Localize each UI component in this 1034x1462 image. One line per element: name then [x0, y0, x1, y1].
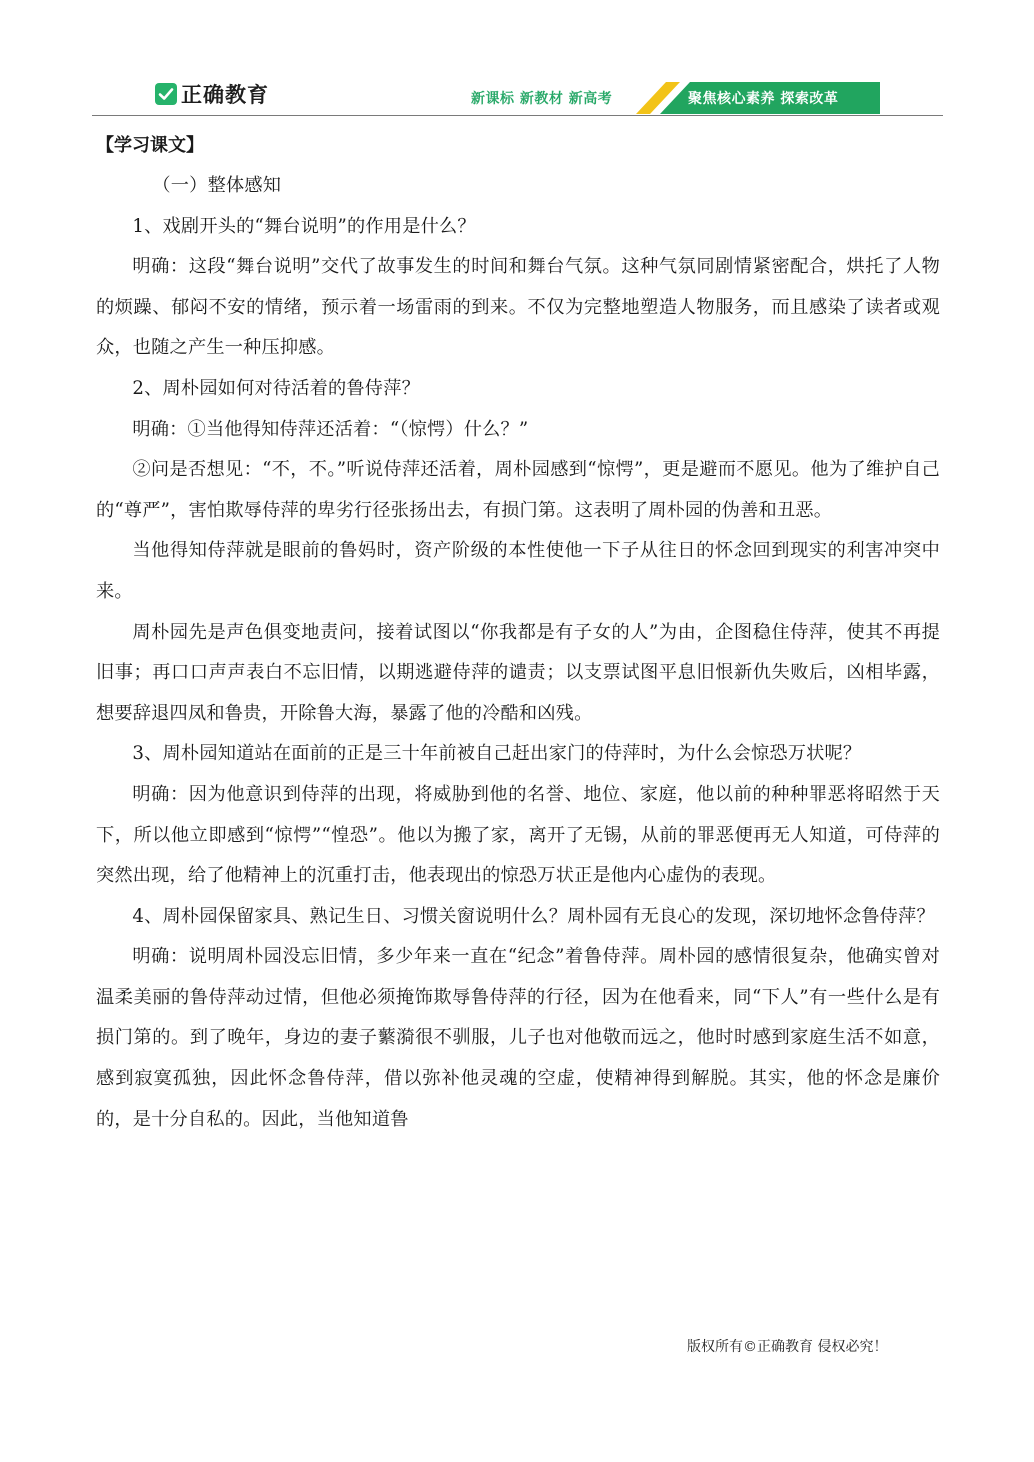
document-body [96, 126, 940, 1140]
slogan-right: 聚焦核心素养 探索改革 [688, 91, 839, 107]
copyright-footer: 版权所有©正确教育 侵权必究！ [687, 1339, 888, 1355]
slogan-left: 新课标 新教材 新高考 [471, 91, 613, 107]
checkmark-icon [155, 83, 177, 105]
answer-2-part-4: 周朴园先是声色俱变地责问，接着试图以“你我都是有子女的人”为由，企图稳住侍萍，使其不再提旧事；再口口声声表白不忘旧情，以期逃避侍萍的谴责；以支票试图平息旧恨新仇失败后，凶相毕露，想要辞退四凤和鲁贵，开除鲁大海，暴露了他的冷酷和凶残。 [96, 621, 940, 724]
logo-text: 正确教育 [181, 83, 269, 107]
subsection-heading: （一）整体感知 [152, 175, 282, 196]
question-1: 1、戏剧开头的“舞台说明”的作用是什么？ [132, 215, 476, 237]
answer-2-part-2: ②问是否想见：“不，不。”听说侍萍还活着，周朴园感到“惊愕”，更是避而不愿见。他为了维护自己的“尊严”，害怕欺辱侍萍的卑劣行径张扬出去，有损门第。这表明了周朴园的伪善和丑恶。 [96, 459, 940, 521]
answer-4: 明确：说明周朴园没忘旧情，多少年来一直在“纪念”着鲁侍萍。周朴园的感情很复杂，他确实曾对温柔美丽的鲁侍萍动过情，但他必须掩饰欺辱鲁侍萍的行径，因为在他看来，同“下人”有一些什么是有损门第的。到了晚年，身边的妻子蘩漪很不驯服，儿子也对他敬而远之，他时时感到家庭生活不如意，感到寂寞孤独，因此怀念鲁侍萍，借以弥补他灵魂的空虚，使精神得到解脱。其实，他的怀念是廉价的，是十分自私的。因此，当他知道鲁 [96, 946, 940, 1130]
answer-2-part-3: 当他得知侍萍就是眼前的鲁妈时，资产阶级的本性使他一下子从往日的怀念回到现实的利害冲突中来。 [96, 540, 940, 602]
brand-logo [155, 80, 269, 108]
question-3: 3、周朴园知道站在面前的正是三十年前被自己赶出家门的侍萍时，为什么会惊恐万状呢？ [132, 743, 862, 765]
answer-2-part-1: 明确：①当他得知侍萍还活着：“（惊愕）什么？” [132, 418, 529, 440]
answer-3: 明确：因为他意识到侍萍的出现，将威胁到他的名誉、地位、家庭，他以前的种种罪恶将昭然于天下，所以他立即感到“惊愕”“惶恐”。他以为搬了家，离开了无锡，从前的罪恶便再无人知道，可侍萍的突然出现，给了他精神上的沉重打击，他表现出的惊恐万状正是他内心虚伪的表现。 [96, 783, 940, 887]
section-title: 【学习课文】 [96, 135, 204, 156]
page-header [0, 0, 1034, 120]
question-2: 2、周朴园如何对待活着的鲁侍萍？ [132, 377, 420, 399]
header-divider [92, 115, 943, 116]
question-4: 4、周朴园保留家具、熟记生日、习惯关窗说明什么？周朴园有无良心的发现，深切地怀念鲁侍萍？ [132, 905, 935, 927]
answer-1: 明确：这段“舞台说明”交代了故事发生的时间和舞台气氛。这种气氛同剧情紧密配合，烘托了人物的烦躁、郁闷不安的情绪，预示着一场雷雨的到来。不仅为完整地塑造人物服务，而且感染了读者或观众，也随之产生一种压抑感。 [96, 256, 940, 359]
